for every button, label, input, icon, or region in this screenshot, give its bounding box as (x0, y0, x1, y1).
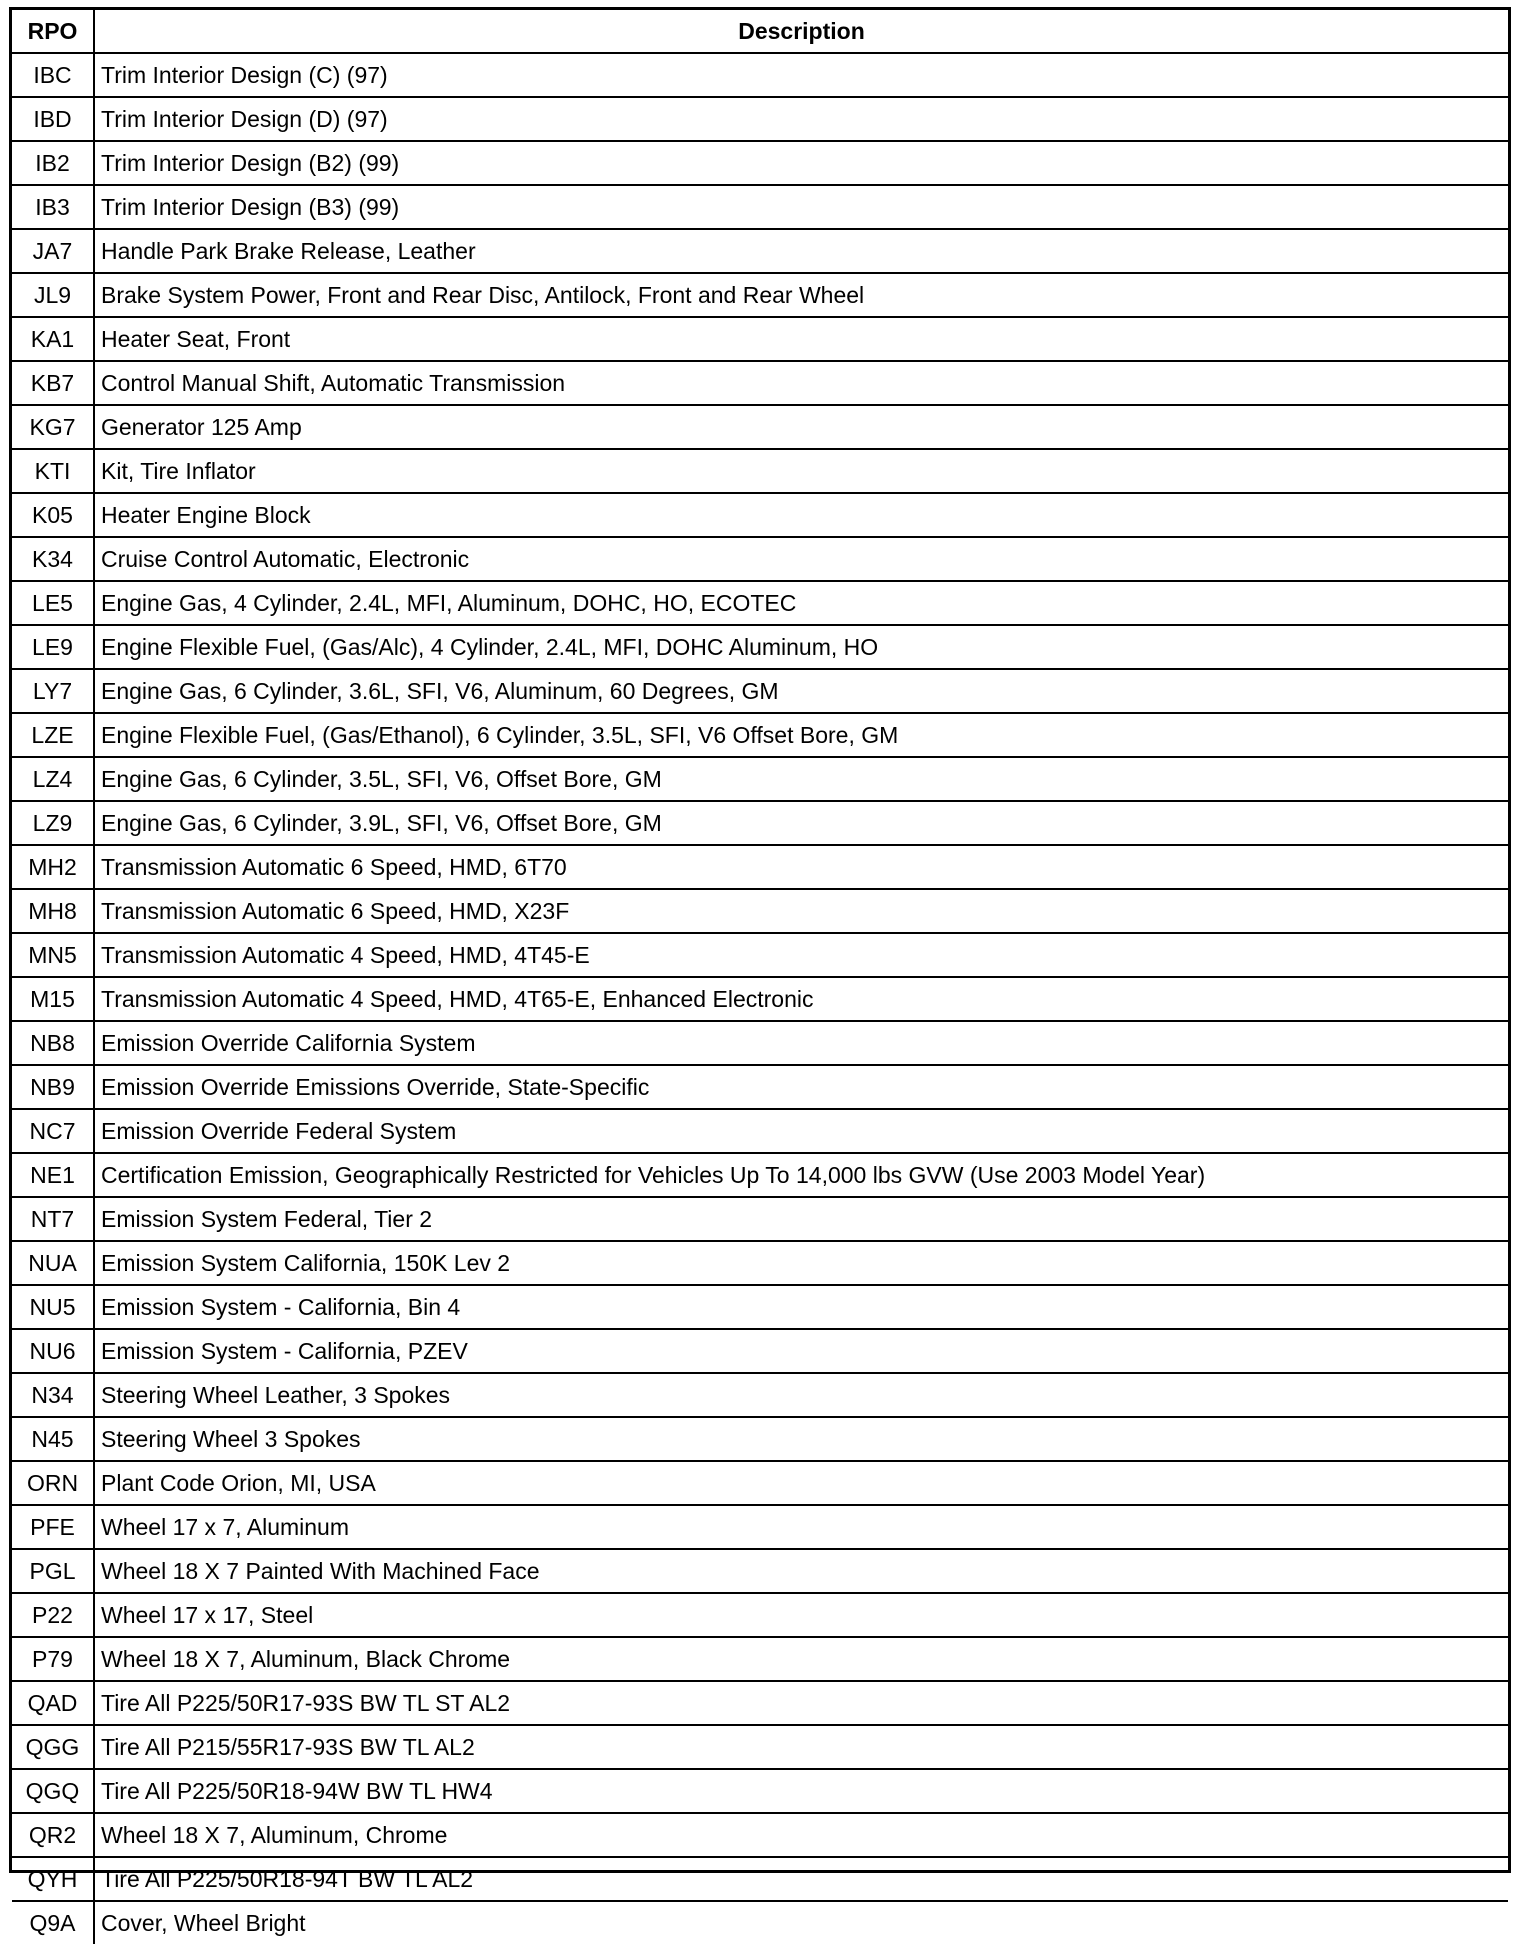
rpo-code: QGG (12, 1725, 94, 1769)
rpo-description: Emission System California, 150K Lev 2 (94, 1241, 1508, 1285)
rpo-code: QYH (12, 1857, 94, 1901)
rpo-code: IB2 (12, 141, 94, 185)
table-row (12, 757, 1508, 801)
rpo-description: Engine Flexible Fuel, (Gas/Ethanol), 6 Cylinder, 3.5L, SFI, V6 Offset Bore, GM (94, 713, 1508, 757)
table-row (12, 845, 1508, 889)
rpo-description: Engine Flexible Fuel, (Gas/Alc), 4 Cylinder, 2.4L, MFI, DOHC Aluminum, HO (94, 625, 1508, 669)
table-row (12, 1637, 1508, 1681)
rpo-code: QGQ (12, 1769, 94, 1813)
rpo-description: Generator 125 Amp (94, 405, 1508, 449)
rpo-code: PFE (12, 1505, 94, 1549)
rpo-code: KA1 (12, 317, 94, 361)
table-row (12, 1681, 1508, 1725)
table-row (12, 1725, 1508, 1769)
table-row (12, 493, 1508, 537)
table-row (12, 1505, 1508, 1549)
table-row (12, 141, 1508, 185)
table-row (12, 1373, 1508, 1417)
rpo-code: Q9A (12, 1901, 94, 1944)
rpo-code: NU5 (12, 1285, 94, 1329)
rpo-code: JL9 (12, 273, 94, 317)
table-row (12, 361, 1508, 405)
rpo-code: NC7 (12, 1109, 94, 1153)
rpo-code: NB9 (12, 1065, 94, 1109)
rpo-description: Trim Interior Design (C) (97) (94, 53, 1508, 97)
rpo-description: Wheel 18 X 7, Aluminum, Black Chrome (94, 1637, 1508, 1681)
rpo-description: Wheel 17 x 17, Steel (94, 1593, 1508, 1637)
table-row (12, 1857, 1508, 1901)
rpo-code: NU6 (12, 1329, 94, 1373)
rpo-code: QAD (12, 1681, 94, 1725)
rpo-code: MH8 (12, 889, 94, 933)
table-row (12, 1241, 1508, 1285)
table-row (12, 625, 1508, 669)
rpo-table-container (9, 7, 1511, 1936)
rpo-code: QR2 (12, 1813, 94, 1857)
table-row (12, 185, 1508, 229)
rpo-description: Kit, Tire Inflator (94, 449, 1508, 493)
rpo-description: Engine Gas, 6 Cylinder, 3.9L, SFI, V6, Offset Bore, GM (94, 801, 1508, 845)
rpo-code: N34 (12, 1373, 94, 1417)
rpo-code: P22 (12, 1593, 94, 1637)
rpo-description: Plant Code Orion, MI, USA (94, 1461, 1508, 1505)
table-row (12, 405, 1508, 449)
table-row (12, 97, 1508, 141)
rpo-description: Engine Gas, 6 Cylinder, 3.5L, SFI, V6, Offset Bore, GM (94, 757, 1508, 801)
rpo-code: MN5 (12, 933, 94, 977)
rpo-code: K05 (12, 493, 94, 537)
rpo-description: Trim Interior Design (D) (97) (94, 97, 1508, 141)
table-row (12, 1021, 1508, 1065)
table-row (12, 801, 1508, 845)
rpo-description: Cruise Control Automatic, Electronic (94, 537, 1508, 581)
rpo-description: Trim Interior Design (B2) (99) (94, 141, 1508, 185)
rpo-code: NUA (12, 1241, 94, 1285)
rpo-description: Tire All P225/50R18-94T BW TL AL2 (94, 1857, 1508, 1901)
table-row (12, 537, 1508, 581)
rpo-code: IBC (12, 53, 94, 97)
rpo-code: KTI (12, 449, 94, 493)
table-row (12, 1593, 1508, 1637)
rpo-description: Trim Interior Design (B3) (99) (94, 185, 1508, 229)
rpo-description: Heater Seat, Front (94, 317, 1508, 361)
rpo-description: Emission Override Emissions Override, State-Specific (94, 1065, 1508, 1109)
rpo-code: LE9 (12, 625, 94, 669)
rpo-description: Wheel 18 X 7 Painted With Machined Face (94, 1549, 1508, 1593)
table-body (12, 53, 1508, 1944)
rpo-description: Emission System - California, Bin 4 (94, 1285, 1508, 1329)
rpo-description: Heater Engine Block (94, 493, 1508, 537)
rpo-code: N45 (12, 1417, 94, 1461)
rpo-code: LY7 (12, 669, 94, 713)
table-row (12, 713, 1508, 757)
rpo-description: Brake System Power, Front and Rear Disc, Antilock, Front and Rear Wheel (94, 273, 1508, 317)
rpo-description: Certification Emission, Geographically Restricted for Vehicles Up To 14,000 lbs GVW (Use 2003 Model Year) (94, 1153, 1508, 1197)
rpo-code: MH2 (12, 845, 94, 889)
rpo-description: Handle Park Brake Release, Leather (94, 229, 1508, 273)
rpo-code: ORN (12, 1461, 94, 1505)
table-row (12, 317, 1508, 361)
rpo-code: NB8 (12, 1021, 94, 1065)
rpo-description: Transmission Automatic 6 Speed, HMD, 6T70 (94, 845, 1508, 889)
table-row (12, 53, 1508, 97)
header-rpo: RPO (12, 10, 94, 53)
rpo-code: PGL (12, 1549, 94, 1593)
rpo-code: M15 (12, 977, 94, 1021)
table-row (12, 1329, 1508, 1373)
table-row (12, 977, 1508, 1021)
table-row (12, 889, 1508, 933)
table-row (12, 1417, 1508, 1461)
rpo-code: LZE (12, 713, 94, 757)
rpo-description: Emission Override California System (94, 1021, 1508, 1065)
table-row (12, 1285, 1508, 1329)
rpo-description: Steering Wheel Leather, 3 Spokes (94, 1373, 1508, 1417)
table-row (12, 1065, 1508, 1109)
table-row (12, 669, 1508, 713)
rpo-code: LZ9 (12, 801, 94, 845)
table-row (12, 1813, 1508, 1857)
rpo-description: Transmission Automatic 4 Speed, HMD, 4T65-E, Enhanced Electronic (94, 977, 1508, 1021)
rpo-description: Cover, Wheel Bright (94, 1901, 1508, 1944)
table-row (12, 1549, 1508, 1593)
table-row (12, 273, 1508, 317)
rpo-code: P79 (12, 1637, 94, 1681)
rpo-code: KG7 (12, 405, 94, 449)
rpo-description: Emission System Federal, Tier 2 (94, 1197, 1508, 1241)
rpo-description: Engine Gas, 4 Cylinder, 2.4L, MFI, Aluminum, DOHC, HO, ECOTEC (94, 581, 1508, 625)
table-header-row (12, 10, 1508, 53)
rpo-description: Control Manual Shift, Automatic Transmission (94, 361, 1508, 405)
rpo-code: K34 (12, 537, 94, 581)
rpo-code: NE1 (12, 1153, 94, 1197)
table-row (12, 1901, 1508, 1944)
rpo-code: LE5 (12, 581, 94, 625)
table-row (12, 449, 1508, 493)
rpo-code: IB3 (12, 185, 94, 229)
rpo-code: LZ4 (12, 757, 94, 801)
rpo-description: Wheel 17 x 7, Aluminum (94, 1505, 1508, 1549)
table-row (12, 1109, 1508, 1153)
rpo-description: Transmission Automatic 4 Speed, HMD, 4T45-E (94, 933, 1508, 977)
rpo-code: JA7 (12, 229, 94, 273)
rpo-code: NT7 (12, 1197, 94, 1241)
table-row (12, 1769, 1508, 1813)
rpo-description: Emission System - California, PZEV (94, 1329, 1508, 1373)
rpo-description: Tire All P225/50R17-93S BW TL ST AL2 (94, 1681, 1508, 1725)
table-row (12, 1153, 1508, 1197)
rpo-description: Wheel 18 X 7, Aluminum, Chrome (94, 1813, 1508, 1857)
table-row (12, 581, 1508, 625)
table-row (12, 229, 1508, 273)
rpo-code: KB7 (12, 361, 94, 405)
rpo-table (12, 10, 1508, 1944)
table-row (12, 1461, 1508, 1505)
header-description: Description (94, 10, 1508, 53)
rpo-description: Engine Gas, 6 Cylinder, 3.6L, SFI, V6, Aluminum, 60 Degrees, GM (94, 669, 1508, 713)
table-row (12, 1197, 1508, 1241)
rpo-description: Transmission Automatic 6 Speed, HMD, X23F (94, 889, 1508, 933)
rpo-description: Tire All P215/55R17-93S BW TL AL2 (94, 1725, 1508, 1769)
rpo-description: Tire All P225/50R18-94W BW TL HW4 (94, 1769, 1508, 1813)
rpo-description: Steering Wheel 3 Spokes (94, 1417, 1508, 1461)
table-row (12, 933, 1508, 977)
rpo-code: IBD (12, 97, 94, 141)
rpo-description: Emission Override Federal System (94, 1109, 1508, 1153)
